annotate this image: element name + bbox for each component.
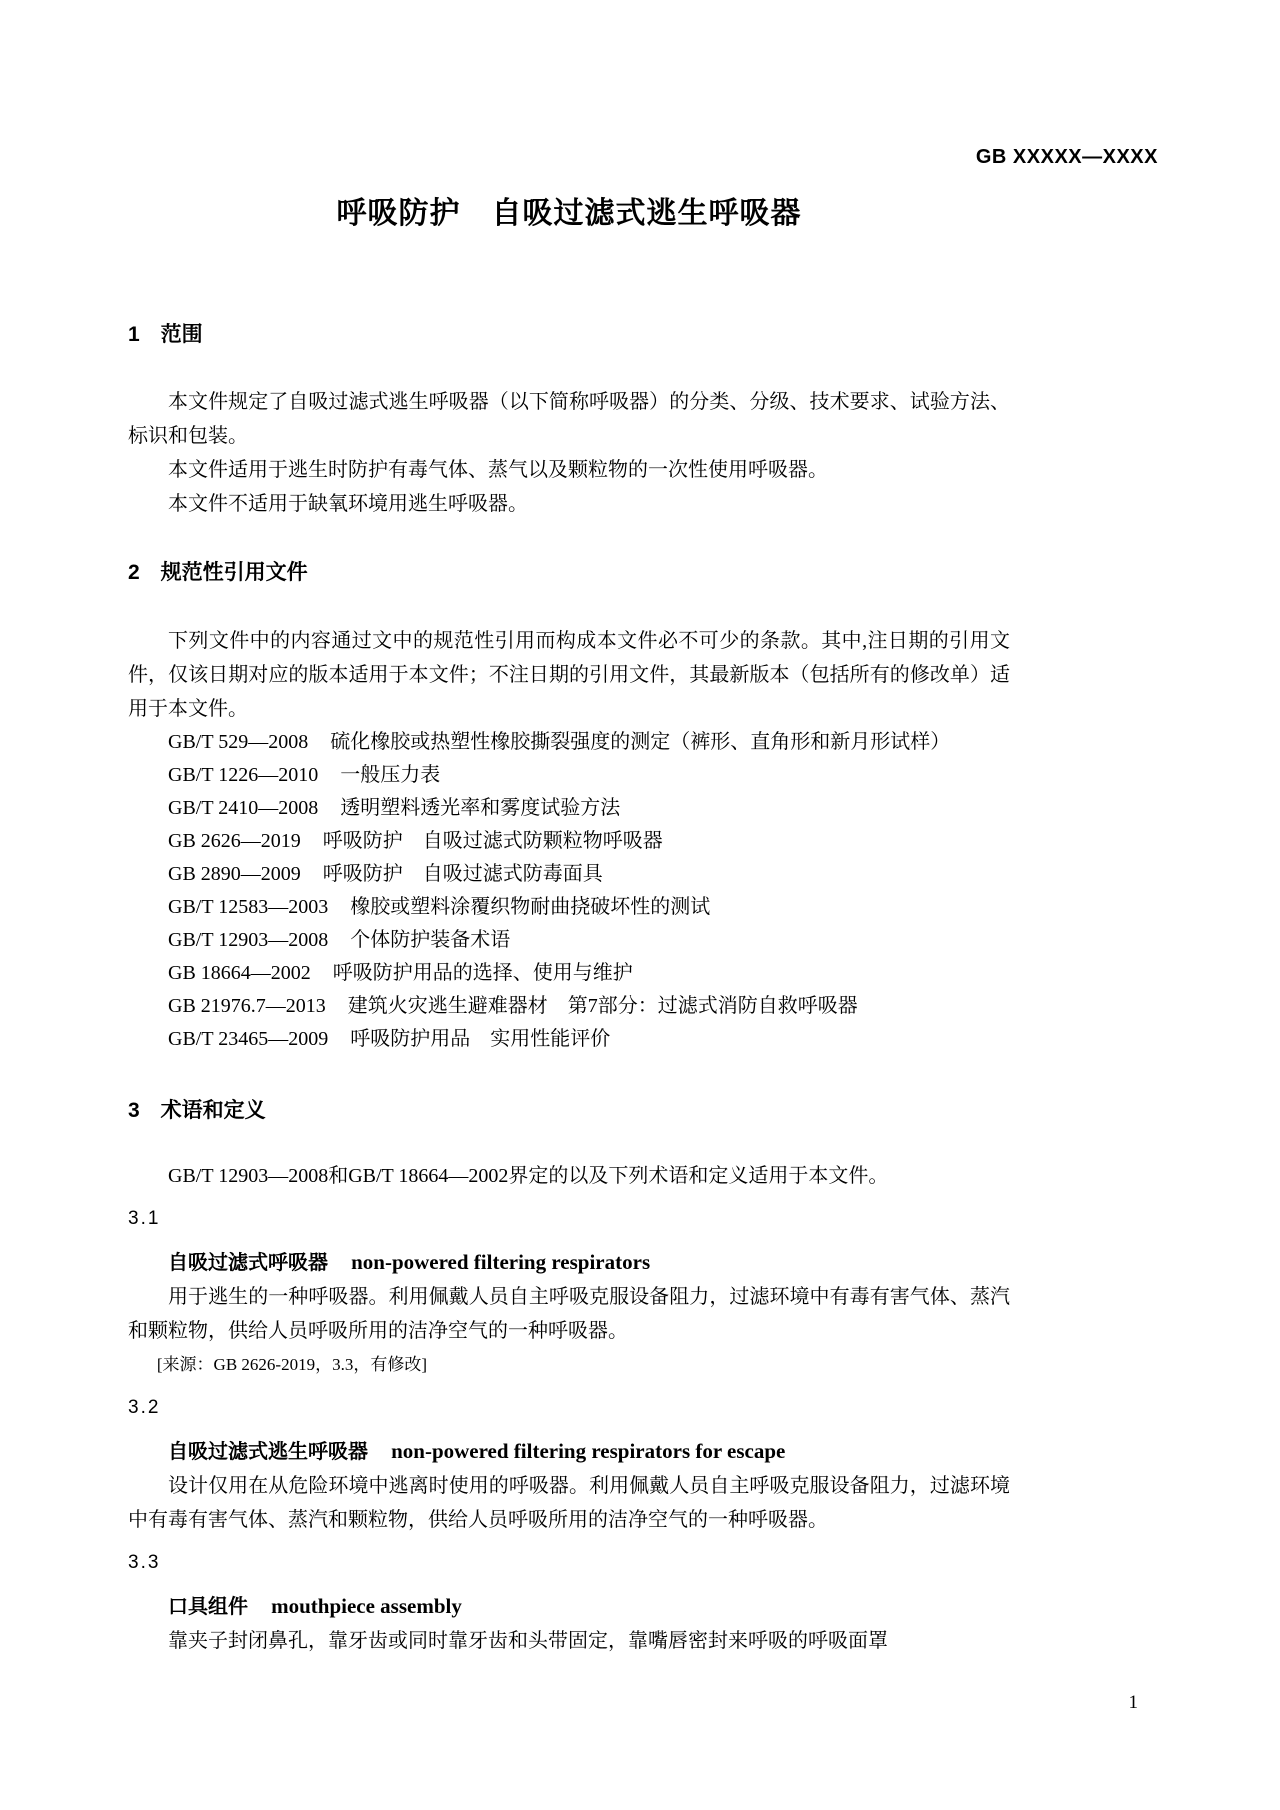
reference-code: GB/T 2410—2008	[168, 797, 319, 819]
section-heading-terms: 3 术语和定义	[128, 1099, 266, 1122]
term-definition: 用于逃生的一种呼吸器。利用佩戴人员自主呼吸克服设备阻力，过滤环境中有毒有害气体、蒸汽和颗粒物，供给人员呼吸所用的洁净空气的一种呼吸器。	[128, 1286, 1010, 1342]
clause-number: 3.3	[128, 1552, 161, 1573]
document-body	[128, 318, 1010, 1658]
reference-title: 透明塑料透光率和雾度试验方法	[340, 797, 621, 819]
section-heading-normative-references: 2 规范性引用文件	[128, 561, 308, 584]
reference-code: GB/T 12583—2003	[168, 896, 329, 918]
reference-code: GB/T 23465—2009	[168, 1028, 329, 1050]
term-en: non-powered filtering respirators	[351, 1250, 651, 1274]
term-block	[128, 1202, 1010, 1382]
reference-item	[128, 792, 1010, 825]
clause-number: 3.2	[128, 1397, 161, 1418]
term-en: mouthpiece assembly	[271, 1594, 462, 1618]
reference-item	[128, 891, 1010, 924]
term-block	[128, 1546, 1010, 1658]
reference-title: 建筑火灾逃生避难器材 第7部分：过滤式消防自救呼吸器	[347, 995, 858, 1017]
term-block	[128, 1391, 1010, 1537]
section-heading-scope: 1 范围	[128, 323, 203, 346]
scope-paragraph: 本文件规定了自吸过滤式逃生呼吸器（以下简称呼吸器）的分类、分级、技术要求、试验方法、标识和包装。	[128, 391, 1010, 447]
reference-title: 一般压力表	[340, 764, 441, 786]
reference-title: 个体防护装备术语	[350, 929, 511, 951]
term-zh: 自吸过滤式逃生呼吸器	[168, 1441, 368, 1463]
term-heading	[128, 1245, 1010, 1280]
clause-number: 3.1	[128, 1208, 161, 1229]
scope-paragraph: 本文件适用于逃生时防护有毒气体、蒸气以及颗粒物的一次性使用呼吸器。	[168, 459, 828, 481]
reference-title: 呼吸防护 自吸过滤式防毒面具	[322, 863, 603, 885]
reference-code: GB 2890—2009	[168, 863, 301, 885]
normative-references-intro: 下列文件中的内容通过文中的规范性引用而构成本文件必不可少的条款。其中,注日期的引用文件，仅该日期对应的版本适用于本文件；不注日期的引用文件，其最新版本（包括所有的修改单）适用于本文件。	[128, 630, 1010, 720]
term-source: [来源：GB 2626-2019，3.3，有修改]	[156, 1355, 427, 1374]
scope-paragraph: 本文件不适用于缺氧环境用逃生呼吸器。	[168, 493, 528, 515]
terms-intro: GB/T 12903—2008和GB/T 18664—2002界定的以及下列术语和定义适用于本文件。	[168, 1165, 889, 1187]
reference-item	[128, 858, 1010, 891]
reference-code: GB 2626—2019	[168, 830, 301, 852]
reference-item	[128, 990, 1010, 1023]
term-zh: 自吸过滤式呼吸器	[168, 1252, 328, 1274]
reference-code: GB/T 529—2008	[168, 731, 309, 753]
reference-title: 呼吸防护 自吸过滤式防颗粒物呼吸器	[322, 830, 663, 852]
term-definition: 靠夹子封闭鼻孔，靠牙齿或同时靠牙齿和头带固定，靠嘴唇密封来呼吸的呼吸面罩	[168, 1630, 888, 1652]
reference-title: 硫化橡胶或热塑性橡胶撕裂强度的测定（裤形、直角形和新月形试样）	[330, 731, 951, 753]
term-heading	[128, 1589, 1010, 1624]
term-en: non-powered filtering respirators for escape	[391, 1439, 786, 1463]
reference-code: GB/T 1226—2010	[168, 764, 319, 786]
reference-item	[128, 825, 1010, 858]
reference-item	[128, 759, 1010, 792]
term-definition: 设计仅用在从危险环境中逃离时使用的呼吸器。利用佩戴人员自主呼吸克服设备阻力，过滤环境中有毒有害气体、蒸汽和颗粒物，供给人员呼吸所用的洁净空气的一种呼吸器。	[128, 1475, 1010, 1531]
reference-code: GB 18664—2002	[168, 962, 311, 984]
reference-item	[128, 924, 1010, 957]
reference-list	[128, 726, 1010, 1056]
reference-title: 橡胶或塑料涂覆织物耐曲挠破坏性的测试	[350, 896, 711, 918]
term-heading	[128, 1434, 1010, 1469]
reference-title: 呼吸防护用品 实用性能评价	[350, 1028, 611, 1050]
reference-item	[128, 1023, 1010, 1056]
reference-code: GB 21976.7—2013	[168, 995, 326, 1017]
document-title: 呼吸防护 自吸过滤式逃生呼吸器	[336, 197, 802, 230]
reference-title: 呼吸防护用品的选择、使用与维护	[332, 962, 633, 984]
reference-code: GB/T 12903—2008	[168, 929, 329, 951]
page-number: 1	[1128, 1692, 1138, 1713]
term-zh: 口具组件	[168, 1596, 248, 1618]
reference-item	[128, 726, 1010, 759]
doc-code: GB XXXXX—XXXX	[975, 146, 1158, 168]
reference-item	[128, 957, 1010, 990]
